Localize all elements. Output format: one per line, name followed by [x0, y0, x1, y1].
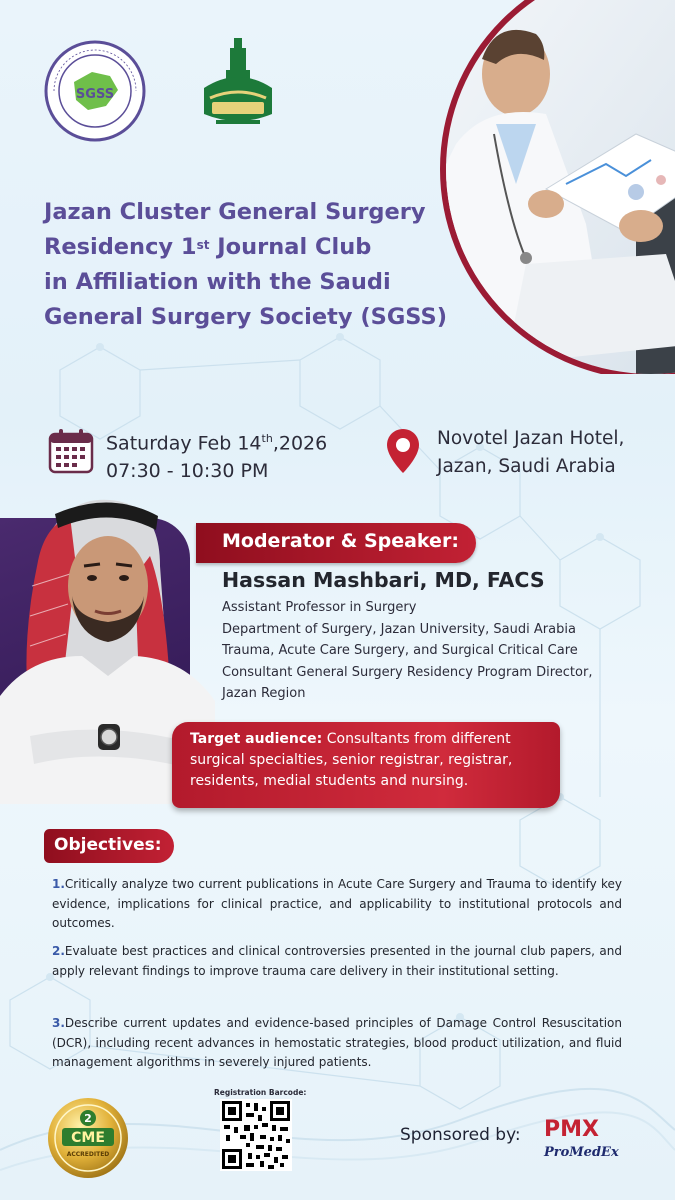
objectives-heading: Objectives:: [54, 835, 162, 855]
moderator-label: Moderator & Speaker:: [222, 530, 459, 552]
sgss-logo: [44, 40, 146, 142]
registration-qr-code[interactable]: [220, 1099, 292, 1171]
svg-text:PMX: PMX: [544, 1117, 599, 1142]
objective-item: 2.Evaluate best practices and clinical controversies presented in the journal club papers, and apply relevant findings to improve trauma care delivery in their institutional setting.: [52, 944, 622, 978]
event-date-time: Saturday Feb 14th,2026 07:30 - 10:30 PM: [106, 432, 328, 483]
calendar-icon: [48, 428, 94, 474]
event-title: Jazan Cluster General Surgery Residency 1st Journal Club in Affiliation with the Saudi General Surgery Society (SGSS): [44, 199, 447, 330]
event-location: Novotel Jazan Hotel, Jazan, Saudi Arabia: [437, 428, 625, 477]
target-audience-text: Target audience: Consultants from different surgical specialties, senior registrar, registrar, residents, medial students and nursing.: [190, 731, 513, 789]
speaker-name: Hassan Mashbari, MD, FACS: [222, 568, 545, 592]
sponsored-by-label: Sponsored by:: [400, 1125, 521, 1145]
svg-text:ACCREDITED: ACCREDITED: [66, 1151, 110, 1158]
location-pin-icon: [386, 428, 420, 474]
svg-text:2: 2: [84, 1112, 92, 1125]
speaker-bio: Assistant Professor in Surgery Department of Surgery, Jazan University, Saudi Arabia Trauma, Acute Care Surgery, and Surgical Critical Care Consultant General Surgery Residency Program Director, Jazan Region: [222, 600, 593, 701]
svg-text:SGSS: SGSS: [75, 87, 115, 102]
cme-accredited-badge: [46, 1096, 130, 1180]
objective-item: 1.Critically analyze two current publications in Acute Care Surgery and Trauma to identify key evidence, implications for clinical practice, and applicability to institutional protocols and outcomes.: [52, 877, 622, 930]
registration-barcode-label: Registration Barcode:: [214, 1088, 307, 1097]
promedex-logo: [542, 1112, 624, 1164]
svg-text:ProMedEx: ProMedEx: [544, 1145, 619, 1160]
svg-text:CME: CME: [71, 1130, 105, 1146]
university-logo: [196, 36, 280, 132]
doctor-reading-photo: [436, 0, 675, 374]
objective-item: 3.Describe current updates and evidence-based principles of Damage Control Resuscitation (DCR), including recent advances in hemostatic strategies, blood product utilization, and fluid management algorithms in severely injured patients.: [52, 1016, 622, 1069]
